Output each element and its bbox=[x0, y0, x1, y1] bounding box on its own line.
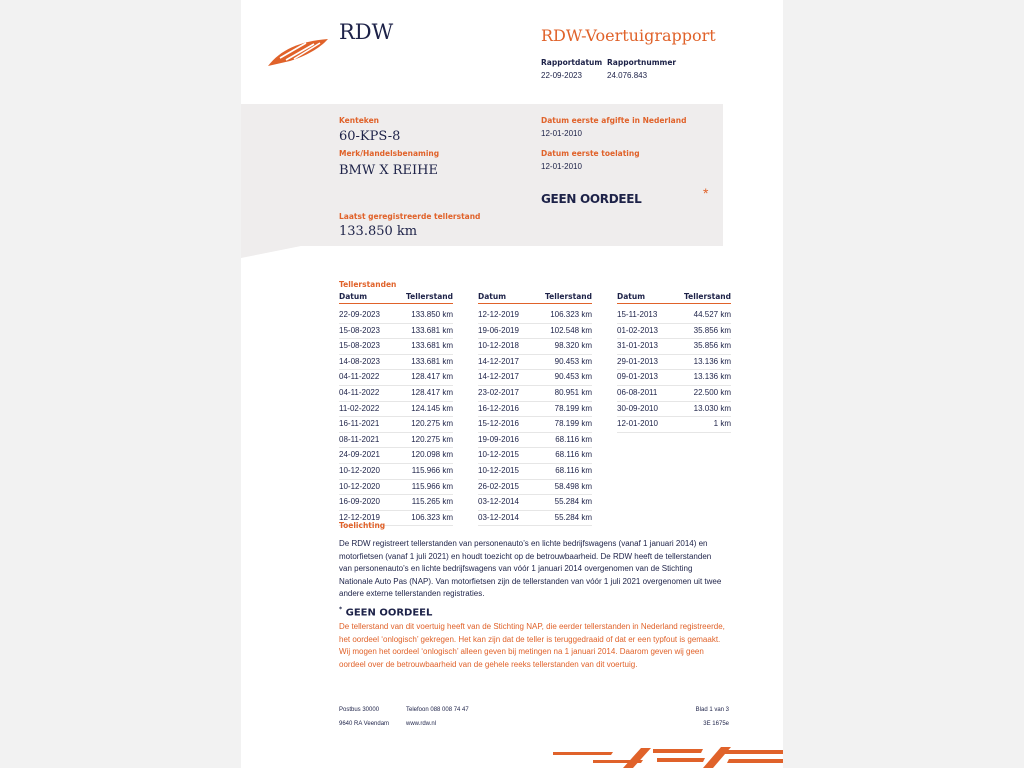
odometer-date: 16-09-2020 bbox=[339, 497, 380, 507]
odometer-reading: 120.275 km bbox=[411, 434, 453, 444]
odometer-date: 04-11-2022 bbox=[339, 372, 380, 382]
report-date-block bbox=[541, 58, 602, 80]
odometer-date: 16-12-2016 bbox=[478, 403, 519, 413]
odometer-reading: 133.681 km bbox=[411, 325, 453, 335]
explanation-title: Toelichting bbox=[339, 521, 386, 530]
odometer-table-header bbox=[339, 292, 453, 304]
report-date-label: Rapportdatum bbox=[541, 58, 603, 67]
odometer-reading: 55.284 km bbox=[554, 497, 592, 507]
first-admission-value: 12-01-2010 bbox=[541, 162, 582, 171]
odometer-table-column bbox=[339, 292, 453, 526]
column-header-date: Datum bbox=[617, 292, 646, 301]
odometer-table-column bbox=[617, 292, 731, 433]
odometer-reading: 78.199 km bbox=[554, 419, 592, 429]
odometer-date: 15-12-2016 bbox=[478, 419, 519, 429]
odometer-reading: 13.030 km bbox=[693, 403, 731, 413]
rdw-feather-logo-icon bbox=[266, 36, 330, 68]
odometer-reading: 78.199 km bbox=[554, 403, 592, 413]
odometer-date: 12-01-2010 bbox=[617, 419, 658, 429]
odometer-date: 12-12-2019 bbox=[478, 310, 519, 319]
no-verdict-asterisk: * bbox=[339, 606, 343, 613]
odometer-reading: 133.681 km bbox=[411, 356, 453, 366]
table-row bbox=[617, 339, 731, 355]
no-verdict-title bbox=[339, 606, 432, 618]
speed-lines-decoration-icon bbox=[553, 744, 783, 768]
table-row bbox=[339, 355, 453, 371]
table-row bbox=[478, 355, 592, 371]
odometer-date: 08-11-2021 bbox=[339, 434, 380, 444]
odometer-reading: 120.098 km bbox=[411, 450, 453, 460]
table-row bbox=[617, 402, 731, 418]
table-row bbox=[617, 355, 731, 371]
odometer-reading: 115.966 km bbox=[411, 481, 453, 491]
odometer-reading: 120.275 km bbox=[411, 419, 453, 429]
odometer-reading: 128.417 km bbox=[411, 372, 453, 382]
odometer-section-title: Tellerstanden bbox=[339, 280, 397, 289]
odometer-reading: 133.681 km bbox=[411, 341, 453, 351]
odometer-date: 26-02-2015 bbox=[478, 481, 519, 491]
table-row bbox=[617, 386, 731, 402]
odometer-reading: 133.850 km bbox=[411, 310, 453, 319]
report-number: 24.076.843 bbox=[607, 71, 648, 80]
table-row bbox=[339, 448, 453, 464]
table-row bbox=[617, 308, 731, 324]
table-row bbox=[478, 402, 592, 418]
odometer-date: 10-12-2015 bbox=[478, 450, 519, 460]
odometer-date: 10-12-2020 bbox=[339, 481, 380, 491]
table-row bbox=[478, 511, 592, 527]
odometer-reading: 35.856 km bbox=[693, 325, 731, 335]
column-header-date: Datum bbox=[339, 292, 368, 301]
odometer-reading: 68.116 km bbox=[555, 450, 592, 460]
table-row bbox=[339, 417, 453, 433]
report-page bbox=[241, 0, 783, 768]
odometer-reading: 90.453 km bbox=[554, 356, 592, 366]
odometer-date: 03-12-2014 bbox=[478, 497, 519, 507]
last-odometer-value: 133.850 km bbox=[339, 224, 418, 239]
footer-page-number: Blad 1 van 3 bbox=[695, 707, 729, 713]
report-number-block bbox=[607, 58, 676, 80]
odometer-date: 29-01-2013 bbox=[617, 356, 658, 366]
odometer-reading: 35.856 km bbox=[693, 341, 731, 351]
table-row bbox=[339, 324, 453, 340]
column-header-reading: Tellerstand bbox=[406, 292, 453, 301]
table-row bbox=[478, 448, 592, 464]
first-registration-nl-value: 12-01-2010 bbox=[541, 129, 582, 138]
odometer-reading: 44.527 km bbox=[693, 310, 731, 319]
table-row bbox=[478, 308, 592, 324]
odometer-date: 03-12-2014 bbox=[478, 512, 519, 522]
odometer-date: 15-08-2023 bbox=[339, 325, 380, 335]
odometer-date: 24-09-2021 bbox=[339, 450, 380, 460]
odometer-date: 19-09-2016 bbox=[478, 434, 519, 444]
plate-label: Kenteken bbox=[339, 116, 379, 125]
odometer-reading: 106.323 km bbox=[550, 310, 592, 319]
odometer-reading: 90.453 km bbox=[554, 372, 592, 382]
odometer-reading: 55.284 km bbox=[554, 512, 592, 522]
odometer-date: 01-02-2013 bbox=[617, 325, 658, 335]
last-odometer-label: Laatst geregistreerde tellerstand bbox=[339, 212, 481, 221]
table-row bbox=[478, 433, 592, 449]
odometer-reading: 98.320 km bbox=[554, 341, 592, 351]
table-row bbox=[339, 402, 453, 418]
odometer-date: 06-08-2011 bbox=[617, 387, 658, 397]
odometer-table-body bbox=[339, 308, 453, 526]
odometer-reading: 106.323 km bbox=[411, 512, 453, 522]
footer-phone: Telefoon 088 008 74 47 bbox=[406, 707, 469, 713]
vehicle-info-panel bbox=[241, 104, 723, 246]
report-date: 22-09-2023 bbox=[541, 71, 582, 80]
table-row bbox=[617, 370, 731, 386]
odometer-date: 12-12-2019 bbox=[339, 512, 380, 522]
make-value: BMW X REIHE bbox=[339, 163, 438, 178]
table-row bbox=[339, 480, 453, 496]
odometer-date: 23-02-2017 bbox=[478, 387, 519, 397]
footer-postbox: Postbus 30000 bbox=[339, 707, 380, 713]
table-row bbox=[617, 324, 731, 340]
verdict-asterisk: * bbox=[703, 185, 709, 201]
odometer-reading: 58.498 km bbox=[554, 481, 592, 491]
odometer-reading: 115.265 km bbox=[411, 497, 453, 507]
footer-website-link[interactable]: www.rdw.nl bbox=[406, 721, 437, 727]
no-verdict-title-text: GEEN OORDEEL bbox=[345, 607, 433, 619]
odometer-date: 11-02-2022 bbox=[339, 403, 380, 413]
panel-tail bbox=[241, 246, 301, 258]
table-row bbox=[478, 324, 592, 340]
odometer-reading: 102.548 km bbox=[550, 325, 592, 335]
verdict-text: GEEN OORDEEL bbox=[541, 192, 642, 206]
table-row bbox=[339, 386, 453, 402]
table-row bbox=[478, 480, 592, 496]
odometer-date: 10-12-2020 bbox=[339, 465, 380, 475]
odometer-date: 09-01-2013 bbox=[617, 372, 658, 382]
odometer-date: 04-11-2022 bbox=[339, 387, 380, 397]
first-registration-nl-label: Datum eerste afgifte in Nederland bbox=[541, 116, 687, 125]
footer-address bbox=[339, 703, 389, 731]
odometer-reading: 80.951 km bbox=[554, 387, 592, 397]
table-row bbox=[478, 464, 592, 480]
footer-code: 3E 1675e bbox=[703, 721, 729, 727]
odometer-date: 15-08-2023 bbox=[339, 341, 380, 351]
odometer-date: 16-11-2021 bbox=[339, 419, 380, 429]
explanation-text: De RDW registreert tellerstanden van personenauto’s en lichte bedrijfswagens (vanaf 1 januari 2014) en motorfietsen (vanaf 1 juli 2021) en houdt toezicht op de betrouwbaarheid. De RDW heeft de tellerstanden van personenauto’s en lichte bedrijfswagens van vóór 1 januari 2014 overgenomen van de Stichting Nationale Auto Pas (NAP). Van motorfietsen zijn de tellerstanden van vóór 1 juli 2021 overgenomen uit twee andere externe tellerstanden registraties. bbox=[339, 539, 722, 599]
odometer-reading: 68.116 km bbox=[555, 434, 592, 444]
odometer-reading: 22.500 km bbox=[693, 387, 731, 397]
footer-city: 9640 RA Veendam bbox=[339, 721, 390, 727]
table-row bbox=[478, 339, 592, 355]
odometer-date: 22-09-2023 bbox=[339, 310, 380, 319]
table-row bbox=[339, 433, 453, 449]
odometer-date: 31-01-2013 bbox=[617, 341, 658, 351]
odometer-date: 15-11-2013 bbox=[617, 310, 658, 319]
odometer-table-header bbox=[617, 292, 731, 304]
table-row bbox=[339, 495, 453, 511]
odometer-date: 10-12-2018 bbox=[478, 341, 519, 351]
odometer-table-header bbox=[478, 292, 592, 304]
table-row bbox=[478, 495, 592, 511]
odometer-reading: 68.116 km bbox=[555, 465, 592, 475]
odometer-table-body bbox=[478, 308, 592, 526]
odometer-reading: 13.136 km bbox=[693, 356, 731, 366]
report-title: RDW-Voertuigrapport bbox=[541, 26, 716, 45]
table-row bbox=[339, 464, 453, 480]
odometer-date: 30-09-2010 bbox=[617, 403, 658, 413]
no-verdict-text: De tellerstand van dit voertuig heeft van de Stichting NAP, die eerder tellerstanden in Nederland registreerde, het oordeel ‘onlogisch’ gekregen. Het kan zijn dat de teller is teruggedraaid of dat er een typfout is gemaakt. Wij mogen het oordeel ‘onlogisch’ alleen geven bij metingen na 1 januari 2014. Daarom geven wij geen oordeel over de betrouwbaarheid van de gehele reeks tellerstanden van dit voertuig. bbox=[339, 622, 725, 669]
plate-value: 60-KPS-8 bbox=[339, 129, 401, 144]
odometer-reading: 115.966 km bbox=[411, 465, 453, 475]
odometer-reading: 1 km bbox=[713, 419, 731, 429]
odometer-table-body bbox=[617, 308, 731, 433]
odometer-date: 14-12-2017 bbox=[478, 356, 519, 366]
make-label: Merk/Handelsbenaming bbox=[339, 149, 440, 158]
table-row bbox=[478, 386, 592, 402]
first-admission-label: Datum eerste toelating bbox=[541, 149, 640, 158]
footer-contact bbox=[406, 703, 469, 731]
report-number-label: Rapportnummer bbox=[607, 58, 677, 67]
table-row bbox=[339, 339, 453, 355]
table-row bbox=[339, 370, 453, 386]
column-header-date: Datum bbox=[478, 292, 507, 301]
table-row bbox=[478, 417, 592, 433]
column-header-reading: Tellerstand bbox=[684, 292, 731, 301]
odometer-reading: 13.136 km bbox=[693, 372, 731, 382]
odometer-date: 19-06-2019 bbox=[478, 325, 519, 335]
table-row bbox=[478, 370, 592, 386]
odometer-reading: 124.145 km bbox=[411, 403, 453, 413]
footer-page-info bbox=[696, 703, 729, 731]
odometer-date: 14-08-2023 bbox=[339, 356, 380, 366]
column-header-reading: Tellerstand bbox=[545, 292, 592, 301]
odometer-reading: 128.417 km bbox=[411, 387, 453, 397]
odometer-date: 14-12-2017 bbox=[478, 372, 519, 382]
odometer-table-column bbox=[478, 292, 592, 526]
odometer-date: 10-12-2015 bbox=[478, 465, 519, 475]
table-row bbox=[339, 308, 453, 324]
table-row bbox=[617, 417, 731, 433]
brand-name: RDW bbox=[339, 20, 394, 44]
